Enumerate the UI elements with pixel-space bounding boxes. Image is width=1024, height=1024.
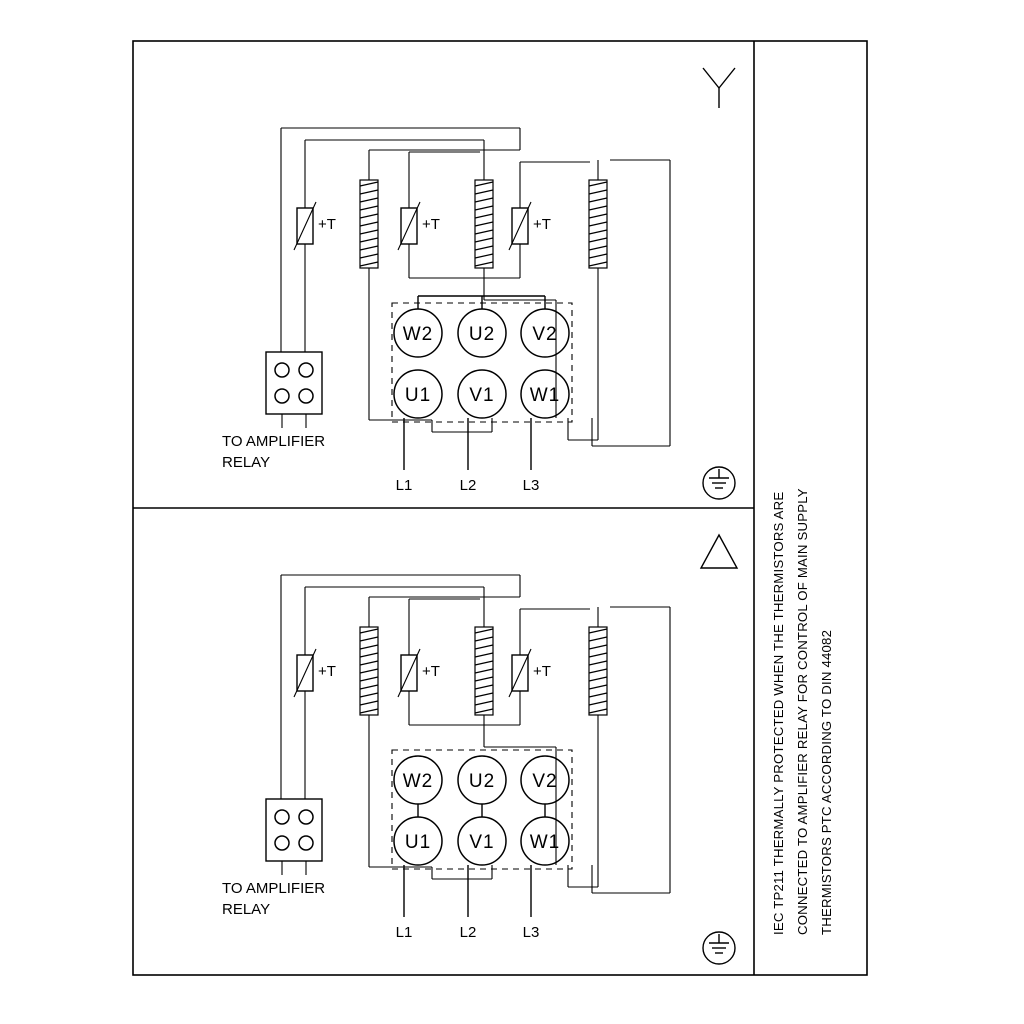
star-connection-symbol — [703, 68, 735, 108]
thermistor-2 — [398, 196, 420, 256]
delta-bridge-links — [418, 804, 545, 817]
earth-ground-symbol-2 — [703, 932, 735, 964]
terminal-label-W1-2: W1 — [529, 832, 561, 853]
terminal-label-V2: V2 — [532, 324, 558, 345]
panel-star — [222, 68, 735, 499]
amplifier-relay-label-line1: TO AMPLIFIER — [222, 433, 326, 450]
side-note-line-2: CONNECTED TO AMPLIFIER RELAY FOR CONTROL OF MAIN SUPPLY — [795, 488, 810, 935]
winding-coil-5 — [475, 627, 493, 715]
supply-lines — [404, 418, 531, 470]
earth-ground-symbol — [703, 467, 735, 499]
thermistor-6 — [509, 643, 531, 703]
terminal-label-V1: V1 — [469, 385, 495, 406]
winding-coil-2 — [475, 180, 493, 268]
terminal-label-U2: U2 — [468, 324, 496, 345]
amplifier-terminal-block — [266, 352, 322, 428]
thermistor-1 — [294, 196, 316, 256]
supply-label-L2-2: L2 — [459, 924, 477, 941]
supply-label-L3-2: L3 — [522, 924, 540, 941]
terminal-label-V2-2: V2 — [532, 771, 558, 792]
side-note-block — [757, 40, 867, 975]
winding-coil-1 — [360, 180, 378, 268]
supply-lines-2 — [404, 865, 531, 917]
thermistor-label-5: +T — [422, 663, 440, 680]
supply-label-L2: L2 — [459, 477, 477, 494]
terminal-label-U1-2: U1 — [404, 832, 432, 853]
thermistor-5 — [398, 643, 420, 703]
terminal-label-W2-2: W2 — [402, 771, 434, 792]
terminal-label-V1-2: V1 — [469, 832, 495, 853]
supply-label-L1-2: L1 — [395, 924, 413, 941]
panel-delta — [222, 535, 737, 964]
terminal-label-W1: W1 — [529, 385, 561, 406]
supply-label-L3: L3 — [522, 477, 540, 494]
terminal-label-W2: W2 — [402, 324, 434, 345]
winding-coil-3 — [589, 180, 607, 268]
winding-coil-6 — [589, 627, 607, 715]
side-note-line-3: THERMISTORS PTC ACCORDING TO DIN 44082 — [819, 629, 834, 935]
side-note-line-1: IEC TP211 THERMALLY PROTECTED WHEN THE THERMISTORS ARE — [771, 491, 786, 935]
thermistor-label-6: +T — [533, 663, 551, 680]
thermistor-label-4: +T — [318, 663, 336, 680]
terminal-label-U1: U1 — [404, 385, 432, 406]
amplifier-relay-label-line2: RELAY — [222, 454, 271, 471]
thermistor-4 — [294, 643, 316, 703]
amplifier-relay-label-line2-2: RELAY — [222, 901, 271, 918]
thermistor-3 — [509, 196, 531, 256]
winding-coil-4 — [360, 627, 378, 715]
delta-connection-symbol — [701, 535, 737, 568]
thermistor-label-3: +T — [533, 216, 551, 233]
thermistor-label-2: +T — [422, 216, 440, 233]
terminal-label-U2-2: U2 — [468, 771, 496, 792]
amplifier-terminal-block-2 — [266, 799, 322, 875]
amplifier-relay-label-line1-2: TO AMPLIFIER — [222, 880, 326, 897]
thermistor-label-1: +T — [318, 216, 336, 233]
supply-label-L1: L1 — [395, 477, 413, 494]
